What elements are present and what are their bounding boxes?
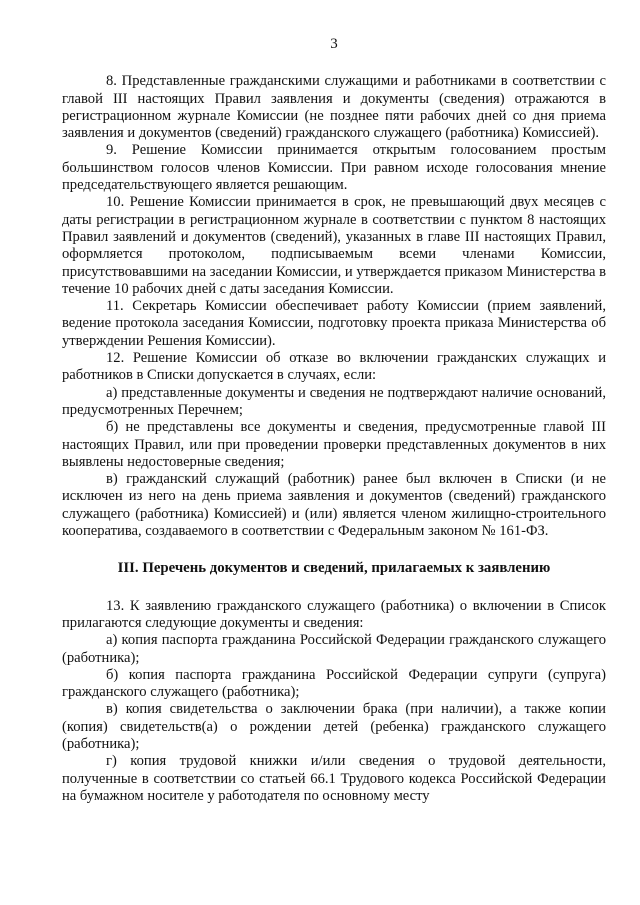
paragraph-12-v: в) гражданский служащий (работник) ранее был включен в Списки (и не исключен из него на день приема заявления и документов (сведений) гражданского служащего (работника) Комиссией) и (или) является членом жилищно-строительного кооператива, создаваемого в соответствии с Федеральным законом № 161-ФЗ. xyxy=(62,471,606,540)
paragraph-13: 13. К заявлению гражданского служащего (работника) о включении в Список прилагаются следующие документы и сведения: xyxy=(62,597,606,631)
paragraph-12-b: б) не представлены все документы и сведения, предусмотренные главой III настоящих Правил, или при проведении проверки представленных документов в них выявлены недостоверные сведения; xyxy=(62,419,606,470)
paragraph-13-a: а) копия паспорта гражданина Российской Федерации гражданского служащего (работника); xyxy=(62,632,606,666)
paragraph-13-g: г) копия трудовой книжки и/или сведения о трудовой деятельности, полученные в соответствии со статьей 66.1 Трудового кодекса Российской Федерации на бумажном носителе у работодателя по основному месту xyxy=(62,753,606,804)
paragraph-13-b: б) копия паспорта гражданина Российской Федерации супруги (супруга) гражданского служащего (работника); xyxy=(62,666,606,701)
paragraph-12-a: а) представленные документы и сведения не подтверждают наличие оснований, предусмотренных Перечнем; xyxy=(62,384,606,418)
paragraph-12: 12. Решение Комиссии об отказе во включении гражданских служащих и работников в Списки допускается в случаях, если: xyxy=(62,350,606,384)
section-heading: III. Перечень документов и сведений, прилагаемых к заявлению xyxy=(117,560,551,577)
paragraph-9: 9. Решение Комиссии принимается открытым голосованием простым большинством голосов членов Комиссии. При равном исходе голосования мнение председательствующего является решающим. xyxy=(62,142,606,194)
page-number: 3 xyxy=(330,36,338,52)
paragraph-8: 8. Представленные гражданскими служащими и работниками в соответствии с главой III настоящих Правил заявления и документы (сведения) отражаются в регистрационном журнале Комиссии (не позднее пяти рабочих дней со дня приема заявления и документов (сведений) гражданского служащего (работника) Комиссией). xyxy=(62,73,606,142)
paragraph-11: 11. Секретарь Комиссии обеспечивает работу Комиссии (прием заявлений, ведение протокола заседания Комиссии, подготовку проекта приказа Министерства об утверждении Решения Комиссии). xyxy=(62,298,606,349)
paragraph-10: 10. Решение Комиссии принимается в срок, не превышающий двух месяцев с даты регистрации в регистрационном журнале в соответствии с пунктом 8 настоящих Правил заявлений и документов (сведений), указанных в главе III настоящих Правил, оформляется протоколом, подписываемым всеми членами Комиссии, присутствовавшими на заседании Комиссии, и утверждается приказом Министерства в течение 10 рабочих дней с даты заседания Комиссии. xyxy=(62,194,606,297)
paragraph-13-v: в) копия свидетельства о заключении брака (при наличии), а также копии (копия) свидетельств(а) о рождении детей (ребенка) гражданского служащего (работника); xyxy=(62,701,606,752)
